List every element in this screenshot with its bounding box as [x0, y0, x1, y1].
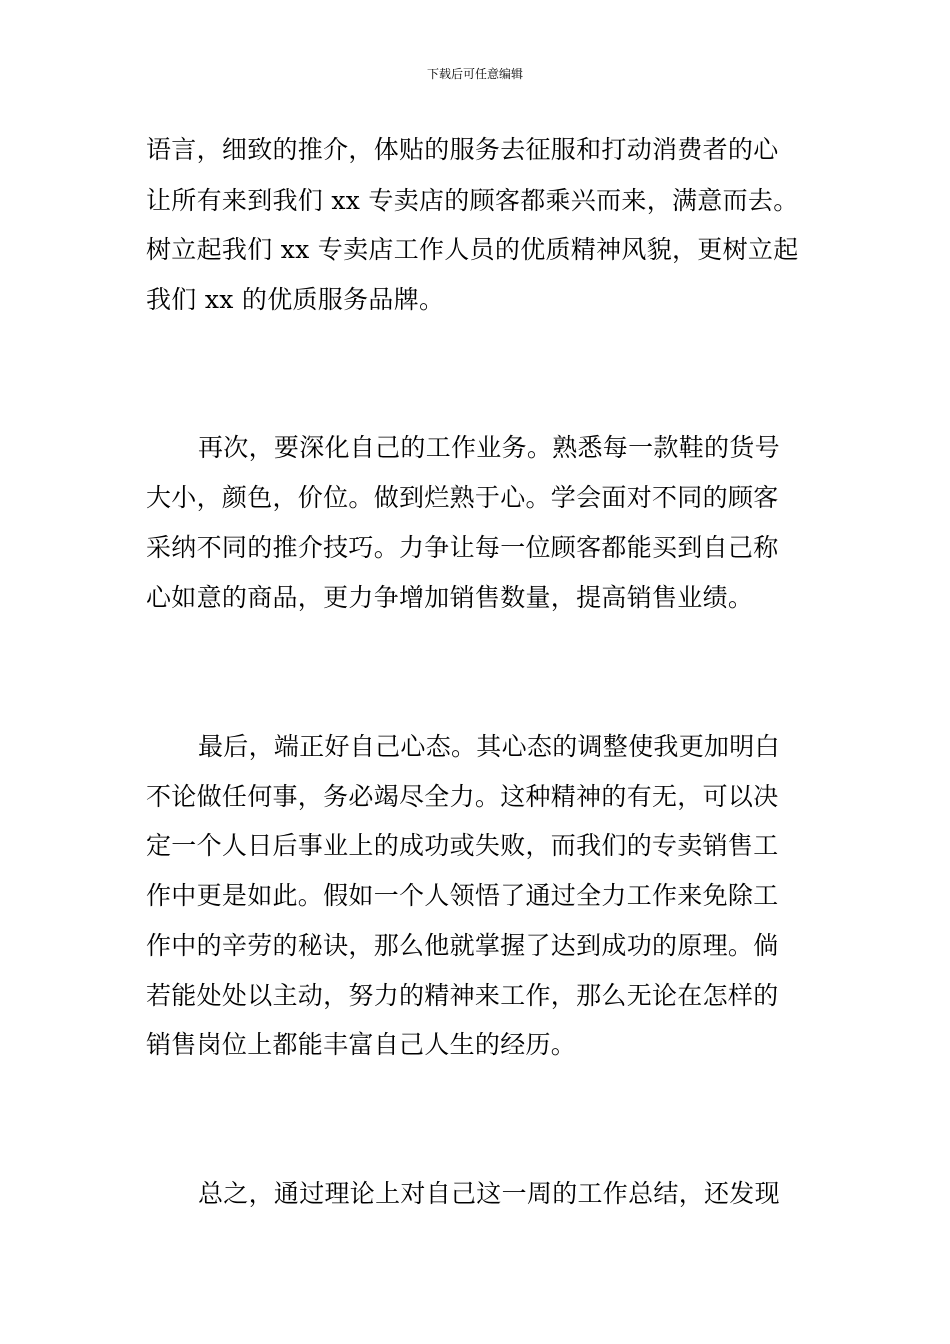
paragraph-2-line-4: 心如意的商品，更力争增加销售数量，提高销售业绩。 — [146, 583, 754, 612]
paragraph-1-line-4: 我们 xx 的优质服务品牌。 — [146, 285, 445, 314]
page-header: 下载后可任意编辑 — [426, 67, 523, 81]
paragraph-2-line-1: 再次，要深化自己的工作业务。熟悉每一款鞋的货号 — [198, 433, 780, 462]
paragraph-2-line-3: 采纳不同的推介技巧。力争让每一位顾客都能买到自己称 — [146, 533, 779, 562]
paragraph-4-line-1: 总之，通过理论上对自己这一周的工作总结，还发现 — [198, 1179, 780, 1208]
paragraph-3-line-3: 定一个人日后事业上的成功或失败，而我们的专卖销售工 — [146, 831, 779, 860]
paragraph-1-line-2: 让所有来到我们 xx 专卖店的顾客都乘兴而来，满意而去。 — [146, 186, 799, 215]
paragraph-1-line-1: 语言，细致的推介，体贴的服务去征服和打动消费者的心 — [146, 135, 779, 164]
paragraph-3-line-1: 最后，端正好自己心态。其心态的调整使我更加明白 — [198, 732, 780, 761]
paragraph-2-line-2: 大小，颜色，价位。做到烂熟于心。学会面对不同的顾客 — [146, 483, 779, 512]
paragraph-3-line-2: 不论做任何事，务必竭尽全力。这种精神的有无，可以决 — [146, 782, 779, 811]
paragraph-3-line-7: 销售岗位上都能丰富自己人生的经历。 — [146, 1030, 577, 1059]
paragraph-3-line-5: 作中的辛劳的秘诀，那么他就掌握了达到成功的原理。倘 — [146, 931, 779, 960]
paragraph-3-line-6: 若能处处以主动，努力的精神来工作，那么无论在怎样的 — [146, 981, 779, 1010]
paragraph-3-line-4: 作中更是如此。假如一个人领悟了通过全力工作来免除工 — [146, 881, 779, 910]
paragraph-1-line-3: 树立起我们 xx 专卖店工作人员的优质精神风貌，更树立起 — [146, 235, 799, 264]
